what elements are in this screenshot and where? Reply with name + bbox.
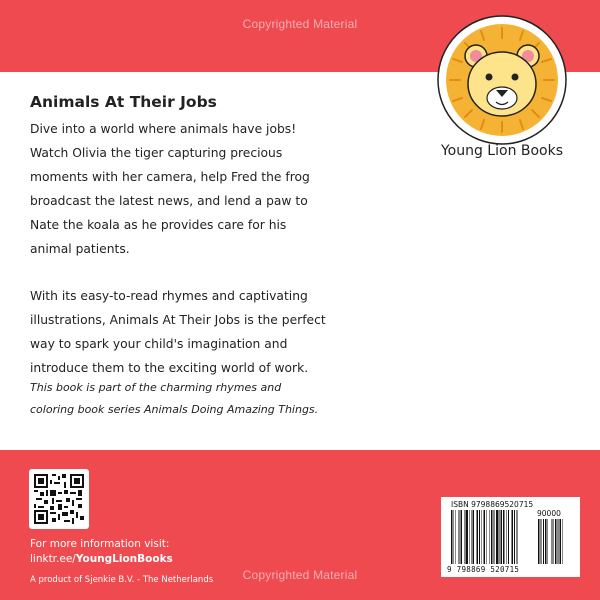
watermark-top: Copyrighted Material xyxy=(242,17,358,31)
qr-code[interactable] xyxy=(29,469,89,529)
description-paragraph-2: With its easy-to-read rhymes and captivating illustrations, Animals At Their Jobs is the perfect way to spark your child's imagination and introduce them to the exciting world of work. xyxy=(30,289,326,375)
linktree-link[interactable] xyxy=(30,552,173,567)
book-title: Animals At Their Jobs xyxy=(30,93,217,111)
publisher-name: Young Lion Books xyxy=(440,143,564,159)
back-cover-text xyxy=(30,93,430,416)
more-info-label: For more information visit: xyxy=(30,538,170,550)
barcode-digits: 9 798869 520715 xyxy=(447,565,520,574)
barcode-addon-digits: 90000 xyxy=(537,509,561,518)
watermark-bottom: Copyrighted Material xyxy=(242,568,358,582)
link-prefix: linktr.ee/ xyxy=(30,553,76,565)
lion-face-icon xyxy=(436,14,568,146)
qr-code-icon xyxy=(34,474,84,524)
isbn-barcode xyxy=(441,497,580,577)
product-credit: A product of Sjenkie B.V. - The Netherlands xyxy=(30,575,214,585)
more-info xyxy=(30,537,173,567)
series-note: This book is part of the charming rhymes and coloring book series Animals Doing Amazing Things. xyxy=(30,381,319,416)
description-paragraph-1: Dive into a world where animals have jobs! Watch Olivia the tiger capturing precious moments with her camera, help Fred the frog broadcast the latest news, and lend a paw to Nate the koala as he provides care for his animal patients. xyxy=(30,122,310,256)
link-name: YoungLionBooks xyxy=(75,553,173,565)
publisher-logo xyxy=(432,14,572,164)
isbn-label: ISBN 9798869520715 xyxy=(451,500,534,509)
